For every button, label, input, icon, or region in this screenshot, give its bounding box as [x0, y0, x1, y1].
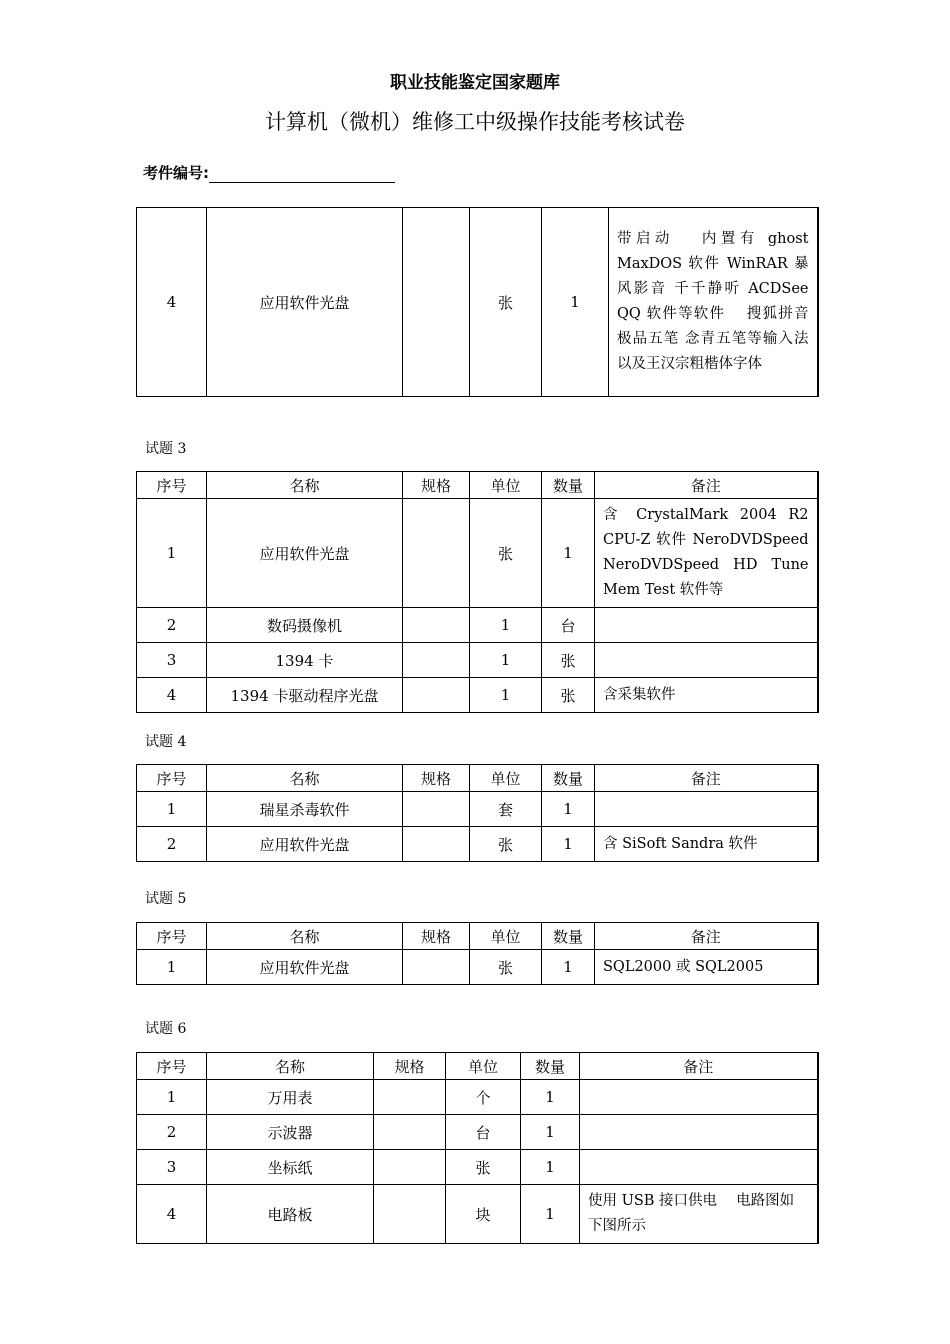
cell-no: 1 — [137, 1080, 207, 1115]
cell-qty: 1 — [542, 792, 595, 827]
cell-no: 1 — [137, 499, 207, 608]
cell-unit: 张 — [470, 499, 542, 608]
col-header-note: 备注 — [595, 472, 818, 499]
cell-name: 电路板 — [207, 1185, 374, 1244]
cell-unit: 1 — [470, 643, 542, 678]
cell-spec — [403, 950, 470, 985]
table-header-row — [137, 472, 818, 499]
col-header-note: 备注 — [595, 923, 818, 950]
cell-no: 4 — [137, 1185, 207, 1244]
col-header-unit: 单位 — [446, 1053, 521, 1080]
cell-unit: 张 — [470, 208, 542, 397]
col-header-qty: 数量 — [542, 472, 595, 499]
col-header-qty: 数量 — [542, 923, 595, 950]
cell-no: 2 — [137, 827, 207, 862]
table-row — [137, 643, 818, 678]
cell-no: 2 — [137, 608, 207, 643]
col-header-unit: 单位 — [470, 765, 542, 792]
cell-spec — [374, 1080, 446, 1115]
col-header-no: 序号 — [137, 765, 207, 792]
equipment-table-5 — [136, 922, 819, 985]
col-header-spec: 规格 — [374, 1053, 446, 1080]
cell-name: 1394 卡 — [207, 643, 403, 678]
col-header-qty: 数量 — [542, 765, 595, 792]
cell-no: 3 — [137, 1150, 207, 1185]
col-header-no: 序号 — [137, 472, 207, 499]
table-row — [137, 1150, 818, 1185]
section-caption-4: 试题 4 — [145, 734, 187, 750]
cell-no: 4 — [137, 208, 207, 397]
cell-note: SQL2000 或 SQL2005 — [595, 950, 818, 985]
cell-note: 含采集软件 — [595, 678, 818, 713]
cell-name: 数码摄像机 — [207, 608, 403, 643]
cell-note: 含 CrystalMark 2004 R2 CPU-Z 软件 NeroDVDSpeed NeroDVDSpeed HD Tune Mem Test 软件等 — [595, 499, 818, 608]
col-header-spec: 规格 — [403, 765, 470, 792]
cell-note — [595, 792, 818, 827]
cell-unit: 块 — [446, 1185, 521, 1244]
cell-name: 瑞星杀毒软件 — [207, 792, 403, 827]
table-row — [137, 1185, 818, 1244]
exam-id-blank[interactable] — [209, 162, 395, 183]
cell-no: 1 — [137, 792, 207, 827]
cell-unit: 张 — [470, 827, 542, 862]
cell-spec — [403, 208, 470, 397]
cell-note — [580, 1150, 818, 1185]
cell-name: 示波器 — [207, 1115, 374, 1150]
table-row — [137, 792, 818, 827]
col-header-qty: 数量 — [521, 1053, 580, 1080]
cell-unit: 台 — [446, 1115, 521, 1150]
col-header-note: 备注 — [595, 765, 818, 792]
cell-name: 应用软件光盘 — [207, 950, 403, 985]
cell-spec — [374, 1115, 446, 1150]
col-header-no: 序号 — [137, 923, 207, 950]
table-row — [137, 208, 818, 397]
cell-note — [595, 643, 818, 678]
cell-qty: 1 — [542, 827, 595, 862]
cell-qty: 1 — [542, 950, 595, 985]
cell-note: 带启动 内置有 ghost MaxDOS 软件 WinRAR 暴风影音 千千静听 ACDSee QQ 软件等软件 搜狐拼音极品五笔 念青五笔等输入法 以及王汉宗粗楷体字体 — [609, 208, 818, 397]
exam-id-line — [143, 162, 395, 183]
col-header-name: 名称 — [207, 765, 403, 792]
cell-unit: 1 — [470, 608, 542, 643]
cell-name: 应用软件光盘 — [207, 499, 403, 608]
equipment-table-6 — [136, 1052, 819, 1244]
section-caption-3: 试题 3 — [145, 441, 187, 457]
cell-note: 使用 USB 接口供电 电路图如下图所示 — [580, 1185, 818, 1244]
table-row — [137, 678, 818, 713]
table-header-row — [137, 765, 818, 792]
table-row — [137, 608, 818, 643]
col-header-name: 名称 — [207, 1053, 374, 1080]
table-row — [137, 499, 818, 608]
cell-note — [595, 608, 818, 643]
cell-note — [580, 1080, 818, 1115]
cell-spec — [374, 1150, 446, 1185]
table-row — [137, 1115, 818, 1150]
cell-note: 含 SiSoft Sandra 软件 — [595, 827, 818, 862]
cell-spec — [403, 499, 470, 608]
cell-qty: 台 — [542, 608, 595, 643]
table-header-row — [137, 923, 818, 950]
col-header-unit: 单位 — [470, 472, 542, 499]
cell-unit: 个 — [446, 1080, 521, 1115]
cell-name: 应用软件光盘 — [207, 208, 403, 397]
cell-no: 1 — [137, 950, 207, 985]
cell-spec — [374, 1185, 446, 1244]
exam-id-label: 考件编号: — [143, 164, 209, 182]
continued-equipment-table — [136, 207, 819, 397]
col-header-spec: 规格 — [403, 923, 470, 950]
cell-no: 3 — [137, 643, 207, 678]
cell-spec — [403, 678, 470, 713]
table-row — [137, 827, 818, 862]
bank-title: 职业技能鉴定国家题库 — [390, 73, 560, 93]
cell-unit: 套 — [470, 792, 542, 827]
cell-name: 应用软件光盘 — [207, 827, 403, 862]
cell-name: 万用表 — [207, 1080, 374, 1115]
table-header-row — [137, 1053, 818, 1080]
cell-qty: 张 — [542, 678, 595, 713]
cell-name: 坐标纸 — [207, 1150, 374, 1185]
cell-spec — [403, 827, 470, 862]
col-header-name: 名称 — [207, 472, 403, 499]
cell-spec — [403, 643, 470, 678]
table-row — [137, 950, 818, 985]
section-caption-6: 试题 6 — [145, 1021, 187, 1037]
cell-qty: 1 — [542, 208, 609, 397]
cell-qty: 1 — [521, 1080, 580, 1115]
equipment-table-4 — [136, 764, 819, 862]
equipment-table-3 — [136, 471, 819, 713]
cell-qty: 张 — [542, 643, 595, 678]
col-header-spec: 规格 — [403, 472, 470, 499]
cell-qty: 1 — [521, 1185, 580, 1244]
cell-unit: 张 — [446, 1150, 521, 1185]
cell-name: 1394 卡驱动程序光盘 — [207, 678, 403, 713]
cell-unit: 张 — [470, 950, 542, 985]
cell-qty: 1 — [521, 1150, 580, 1185]
col-header-name: 名称 — [207, 923, 403, 950]
cell-unit: 1 — [470, 678, 542, 713]
cell-no: 2 — [137, 1115, 207, 1150]
cell-qty: 1 — [521, 1115, 580, 1150]
col-header-unit: 单位 — [470, 923, 542, 950]
cell-no: 4 — [137, 678, 207, 713]
table-row — [137, 1080, 818, 1115]
col-header-no: 序号 — [137, 1053, 207, 1080]
col-header-note: 备注 — [580, 1053, 818, 1080]
exam-title: 计算机（微机）维修工中级操作技能考核试卷 — [265, 110, 685, 134]
cell-spec — [403, 792, 470, 827]
cell-spec — [403, 608, 470, 643]
section-caption-5: 试题 5 — [145, 891, 187, 907]
cell-qty: 1 — [542, 499, 595, 608]
cell-note — [580, 1115, 818, 1150]
